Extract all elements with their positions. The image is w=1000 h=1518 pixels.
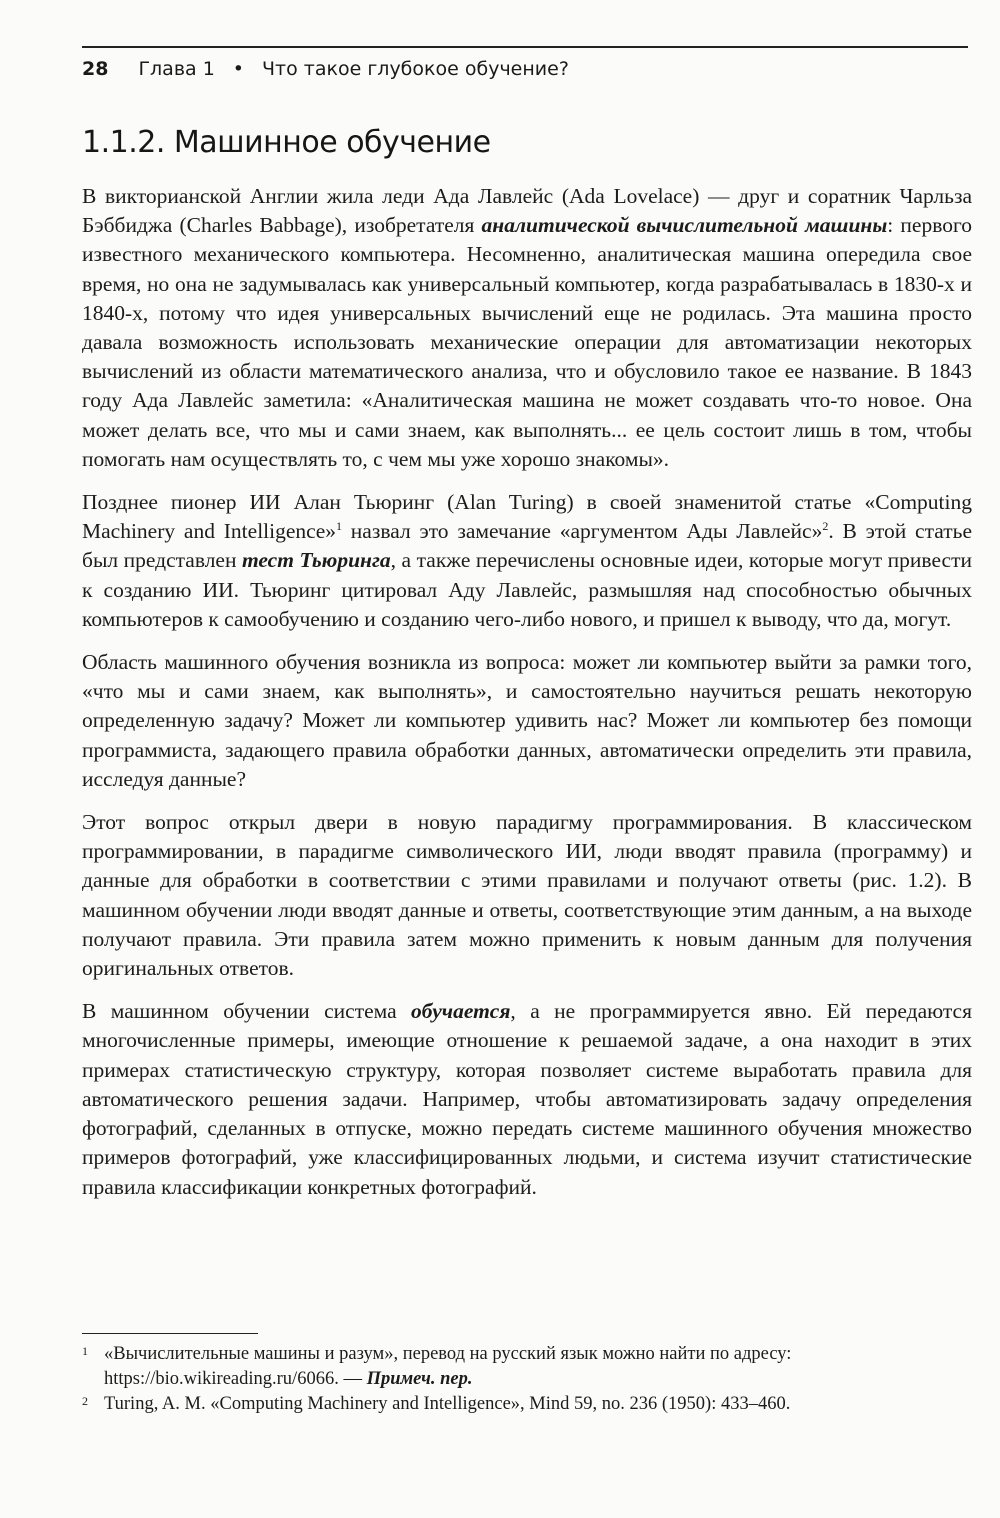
paragraph-text: Позднее пионер ИИ Алан Тьюринг (Alan Turing) в своей знаменитой статье «Computing Machinery and Intelligence»	[82, 490, 972, 544]
paragraph-text: : первого известного механического компьютера. Несомненно, аналитическая машина опередила свое время, но она не задумывалась как универсальный компьютер, когда разрабатывалась в 1830-х и 1840-х, потому что идея универсальных вычислений еще не родилась. Эта машина просто давала возможность использовать механические операции для автоматизации некоторых вычислений из области математического анализа, что и обусловило такое ее название. В 1843 году Ада Лавлейс заметила: «Аналитическая машина не может создавать что-то новое. Она может делать все, что мы и сами знаем, как выполнять... ее цель состоит лишь в том, чтобы помогать нам осуществлять то, с чем мы уже хорошо знакомы».	[82, 213, 972, 471]
emphasis-term: тест Тьюринга	[241, 548, 391, 573]
footnote-ref-1: 1	[336, 519, 342, 534]
paragraph-text: В викторианской Англии жила леди Ада Лавлейс (Ada Lovelace) — друг и соратник Чарльза Бэббиджа (Charles Babbage), изобретателя	[82, 184, 972, 238]
paragraph-4: Этот вопрос открыл двери в новую парадигму программирования. В классическом программировании, в парадигме символического ИИ, люди вводят правила (программу) и данные для обработки в соответствии с этими правилами и получают ответы (рис. 1.2). В машинном обучении люди вводят данные и ответы, соответствующие этим данным, а на выходе получают правила. Эти правила затем можно применить к новым данным для получения оригинальных ответов.	[82, 810, 972, 981]
paragraph-text: . В этой статье был представлен	[82, 519, 972, 573]
paragraph-1	[82, 182, 972, 474]
paragraph-2	[82, 488, 972, 634]
page-number: 28	[82, 58, 109, 80]
footnote-body: «Вычислительные машины и разум», перевод на русский язык можно найти по адресу: https://bio.wikireading.ru/6066. —	[104, 1344, 792, 1389]
footnote-2	[82, 1392, 972, 1417]
footnote-body: Turing, A. M. «Computing Machinery and Intelligence», Mind 59, no. 236 (1950): 433–460.	[104, 1394, 791, 1414]
running-head	[82, 58, 569, 80]
footnotes	[82, 1342, 972, 1417]
paragraph-text: назвал это замечание «аргументом Ады Лавлейс»	[342, 519, 823, 544]
header-separator: •	[232, 58, 245, 80]
paragraph-3: Область машинного обучения возникла из вопроса: может ли компьютер выйти за рамки того, «что мы и сами знаем, как выполнять», и самостоятельно научиться решать некоторую определенную задачу? Может ли компьютер удивить нас? Может ли компьютер без помощи программиста, задающего правила обработки данных, автоматически определить эти правила, исследуя данные?	[82, 650, 972, 791]
footnote-rule	[82, 1333, 258, 1334]
footnote-number: 1	[82, 1344, 88, 1358]
footnote-text	[104, 1342, 972, 1392]
translator-note: Примеч. пер.	[366, 1369, 473, 1389]
emphasis-term: обучается	[411, 999, 511, 1024]
body-text	[82, 182, 972, 1216]
paragraph-text: , а не программируется явно. Ей передаются многочисленные примеры, имеющие отношение к решаемой задаче, а она находит в этих примерах статистическую структуру, которая позволяет системе выработать правила для автоматического решения задачи. Например, чтобы автоматизировать задачу определения фотографий, сделанных в отпуске, можно передать системе машинного обучения множество примеров фотографий, уже классифицированных людьми, и система изучит статистические правила классификации конкретных фотографий.	[82, 999, 972, 1199]
paragraph-text: , а также перечислены основные идеи, которые могут привести к созданию ИИ. Тьюринг цитировал Аду Лавлейс, размышляя над способностью обычных компьютеров к самообучению и созданию чего-либо нового, и пришел к выводу, что да, могут.	[82, 548, 972, 631]
header-rule	[82, 46, 968, 48]
section-title: 1.1.2. Машинное обучение	[82, 125, 491, 160]
footnote-1	[82, 1342, 972, 1392]
chapter-label: Глава 1	[138, 58, 215, 80]
emphasis-term: аналитической вычислительной машины	[481, 213, 888, 238]
footnote-number: 2	[82, 1394, 88, 1408]
footnote-ref-2: 2	[822, 519, 829, 534]
chapter-title: Что такое глубокое обучение?	[262, 58, 569, 80]
paragraph-text: В машинном обучении система	[82, 999, 412, 1024]
paragraph-5	[82, 997, 972, 1201]
